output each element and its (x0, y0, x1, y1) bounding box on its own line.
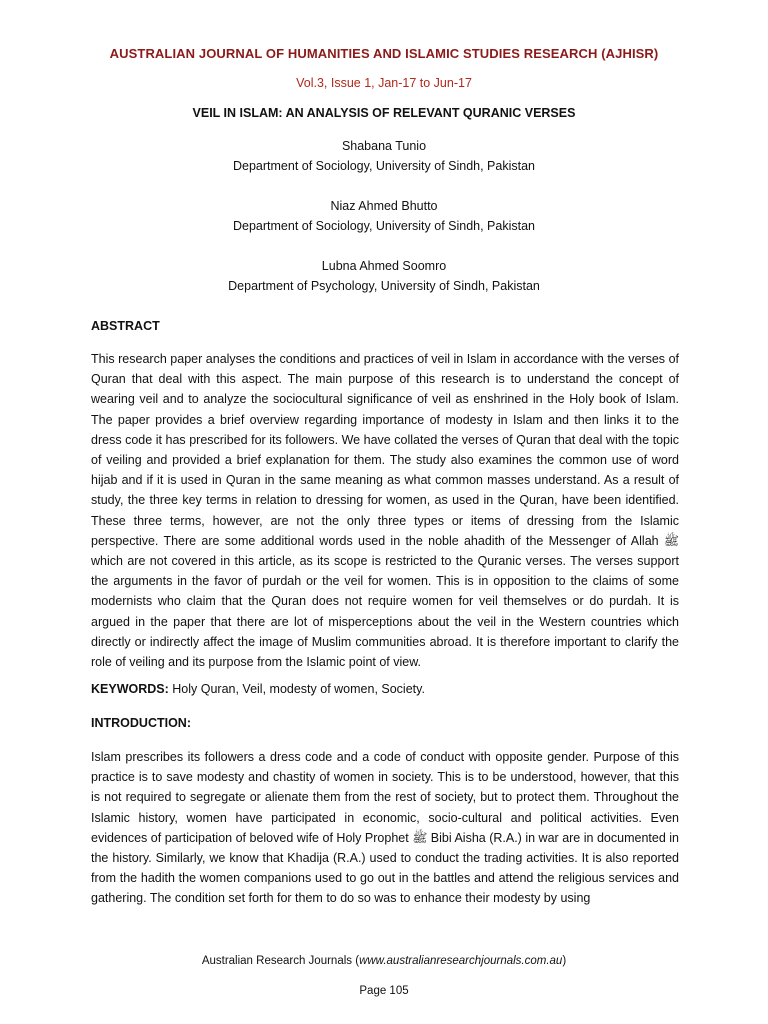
footer-url[interactable]: www.australianresearchjournals.com.au (359, 955, 563, 967)
author-name: Niaz Ahmed Bhutto (330, 199, 438, 213)
page-number: Page 105 (359, 985, 409, 997)
author-affiliation: Department of Psychology, University of Sindh, Pakistan (228, 279, 540, 293)
footer (0, 955, 768, 967)
keywords-line (91, 682, 425, 696)
keywords-text: Holy Quran, Veil, modesty of women, Society. (172, 682, 425, 696)
abstract-text: This research paper analyses the conditions and practices of veil in Islam in accordance with the verses of Quran that deal with this aspect. The main purpose of this research is to understand the concept of wearing veil and to analyze the sociocultural significance of veil as enshrined in the Holy book of Islam. The paper provides a brief overview regarding importance of modesty in Islam and then links it to the dress code it has prescribed for its followers. We have collated the verses of Quran that deal with the topic of veiling and provided a brief explanation for them. The study also examines the common use of word hijab and if it is used in Quran in the same meaning as what common masses understand. As a result of study, the three key terms in relation to dressing for women, as used in the Quran, have been identified. These three terms, however, are not the only three types or items of dressing from the Islamic perspective. There are some additional words used in the noble ahadith of the Messenger of Allah ﷺ which are not covered in this article, as its scope is restricted to the Quranic verses. The verses support the arguments in the favor of purdah or the veil for women. This is in opposition to the claims of some modernists who claim that the Quran does not require women for veil themselves or do purdah. It is argued in the paper that there are lot of misperceptions about the veil in the Western countries which directly or indirectly affect the image of Muslim communities abroad. It is therefore important to clarify the role of veiling and its purpose from the Islamic point of view. (91, 352, 679, 670)
author-name: Lubna Ahmed Soomro (321, 259, 447, 273)
introduction-heading: INTRODUCTION: (91, 716, 191, 730)
footer-prefix: Australian Research Journals ( (201, 955, 360, 967)
paper-title: VEIL IN ISLAM: AN ANALYSIS OF RELEVANT QURANIC VERSES (192, 106, 576, 120)
footer-suffix: ) (562, 955, 567, 967)
author-affiliation: Department of Sociology, University of Sindh, Pakistan (233, 159, 535, 173)
journal-volume: Vol.3, Issue 1, Jan-17 to Jun-17 (296, 76, 472, 90)
introduction-text: Islam prescribes its followers a dress code and a code of conduct with opposite gender. Purpose of this practice is to save modesty and chastity of women in society. This is to be understood, however, that this is not required to segregate or alienate them from the rest of society, but to protect them. Throughout the Islamic history, women have participated in economic, socio-cultural and political activities. Even evidences of participation of beloved wife of Holy Prophet ﷺ Bibi Aisha (R.A.) in war are in documented in the history. Similarly, we know that Khadija (R.A.) used to conduct the trading activities. It is also reported from the hadith the women companions used to go out in the battles and attend the religious services and gathering. The condition set forth for them to do so was to enhance their modesty by using (91, 750, 679, 906)
author-affiliation: Department of Sociology, University of Sindh, Pakistan (233, 219, 535, 233)
journal-title: AUSTRALIAN JOURNAL OF HUMANITIES AND ISLAMIC STUDIES RESEARCH (AJHISR) (109, 46, 659, 61)
abstract-heading: ABSTRACT (91, 319, 160, 333)
keywords-label: KEYWORDS: (91, 682, 169, 696)
author-name: Shabana Tunio (341, 139, 427, 153)
